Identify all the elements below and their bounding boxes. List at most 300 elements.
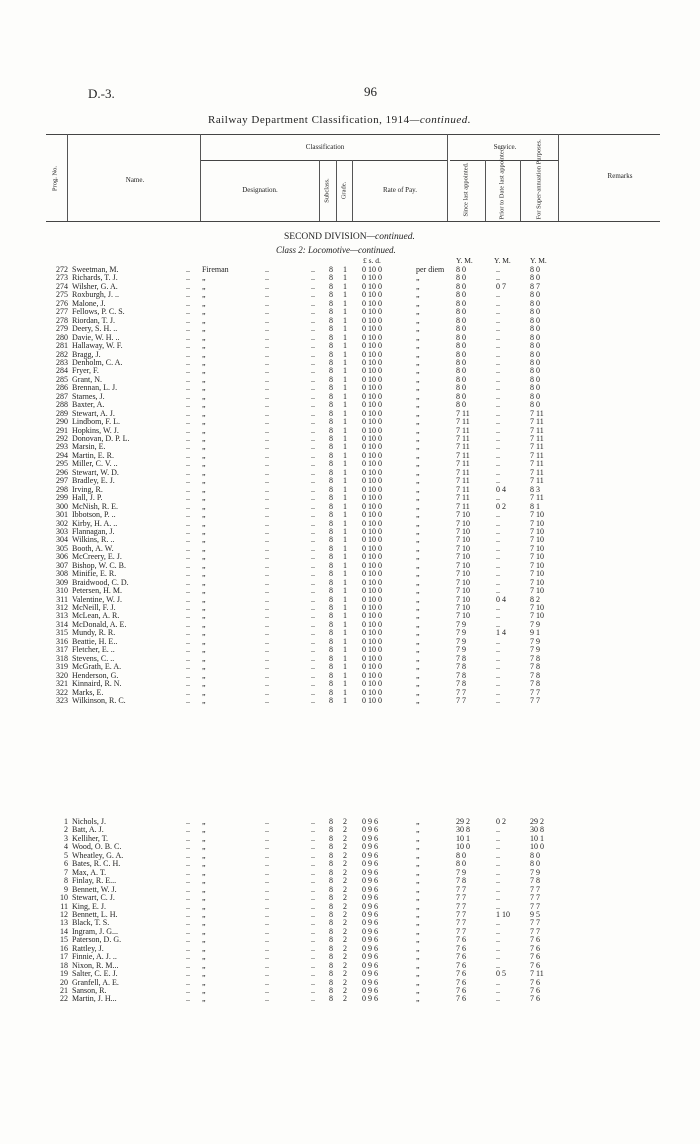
rate-unit-cell: „: [416, 450, 420, 460]
designation-cell: „: [202, 332, 206, 342]
name-cell: Deery, S. H. ..: [72, 324, 118, 334]
prior-to-cell: ..: [496, 833, 500, 843]
rate-cell: 0 10 0: [362, 341, 382, 351]
rate-cell: 0 10 0: [362, 349, 382, 359]
leader-dots: ..: [311, 969, 315, 979]
prior-to-cell: ..: [496, 842, 500, 852]
name-cell: Hall, J. P.: [72, 493, 103, 503]
designation-cell: „: [202, 884, 206, 894]
superannuation-cell: 7 11: [530, 417, 544, 427]
leader-dots: ..: [311, 977, 315, 987]
leader-dots: ..: [265, 884, 269, 894]
superannuation-cell: 7 11: [530, 425, 544, 435]
grade-cell: 1: [343, 265, 347, 274]
subclass-cell: 8: [329, 459, 333, 469]
title-text: Railway Department Classification, 1914: [208, 114, 410, 126]
name-cell: Irving, R.: [72, 484, 103, 494]
leader-dots: ..: [311, 901, 315, 911]
designation-cell: „: [202, 603, 206, 612]
name-cell: Wilkins, R. ..: [72, 535, 115, 545]
prog-no-cell: 314: [56, 619, 68, 629]
designation-cell: „: [202, 526, 206, 536]
leader-dots: ..: [265, 918, 269, 928]
leader-dots: ..: [186, 535, 190, 545]
designation-cell: „: [202, 825, 206, 835]
since-last-cell: 7 10: [456, 526, 470, 536]
designation-cell: „: [202, 543, 206, 553]
leader-dots: ..: [265, 510, 269, 520]
leader-dots: ..: [186, 281, 190, 291]
leader-dots: ..: [265, 324, 269, 334]
rate-unit-cell: „: [416, 926, 420, 936]
leader-dots: ..: [265, 281, 269, 291]
leader-dots: ..: [265, 341, 269, 351]
subclass-cell: 8: [329, 476, 333, 486]
rate-cell: 0 10 0: [362, 501, 382, 511]
rate-cell: 0 10 0: [362, 493, 382, 503]
leader-dots: ..: [186, 653, 190, 663]
designation-cell: „: [202, 324, 206, 334]
leader-dots: ..: [311, 876, 315, 886]
prior-to-cell: ..: [496, 324, 500, 334]
designation-cell: „: [202, 628, 206, 638]
leader-dots: ..: [265, 535, 269, 545]
leader-dots: ..: [311, 560, 315, 570]
since-last-cell: 7 8: [456, 876, 466, 886]
name-cell: Wood, O. B. C.: [72, 842, 122, 852]
superannuation-cell: 7 9: [530, 867, 540, 877]
name-cell: McCreery, E. J.: [72, 552, 122, 562]
leader-dots: ..: [265, 366, 269, 376]
subclass-cell: 8: [329, 543, 333, 553]
grade-cell: 2: [343, 859, 347, 869]
superannuation-cell: 8 0: [530, 383, 540, 393]
rate-unit-cell: „: [416, 442, 420, 452]
subclass-cell: 8: [329, 893, 333, 903]
grade-cell: 1: [343, 586, 347, 596]
subclass-cell: 8: [329, 960, 333, 970]
designation-cell: „: [202, 577, 206, 587]
prior-to-cell: ..: [496, 434, 500, 443]
grade-cell: 1: [343, 408, 347, 418]
name-cell: Henderson, G.: [72, 670, 119, 680]
leader-dots: ..: [186, 383, 190, 393]
name-cell: Valentine, W. J.: [72, 594, 122, 604]
since-last-cell: 8 0: [456, 324, 466, 334]
rate-unit-cell: „: [416, 290, 420, 300]
prog-no-cell: 3: [64, 833, 68, 843]
superannuation-cell: 9 1: [530, 628, 540, 638]
prog-no-cell: 12: [60, 909, 68, 919]
name-cell: Sweetman, M.: [72, 265, 119, 274]
leader-dots: ..: [311, 459, 315, 469]
superannuation-cell: 7 7: [530, 884, 540, 894]
prog-no-cell: 283: [56, 357, 68, 367]
since-last-cell: 7 6: [456, 994, 466, 1004]
prior-to-cell: ..: [496, 315, 500, 325]
prog-no-cell: 6: [64, 859, 68, 869]
prog-no-cell: 279: [56, 324, 68, 334]
leader-dots: ..: [311, 884, 315, 894]
grade-cell: 1: [343, 653, 347, 663]
subclass-cell: 8: [329, 298, 333, 308]
rate-cell: 0 9 6: [362, 850, 378, 860]
leader-dots: ..: [265, 476, 269, 486]
designation-cell: „: [202, 867, 206, 877]
prog-no-cell: 302: [56, 518, 68, 528]
superannuation-cell: 8 0: [530, 324, 540, 334]
leader-dots: ..: [311, 859, 315, 869]
rate-cell: 0 10 0: [362, 265, 382, 274]
rule: [447, 134, 448, 221]
superannuation-cell: 7 6: [530, 960, 540, 970]
superannuation-cell: 7 11: [530, 969, 544, 979]
rate-unit-cell: „: [416, 543, 420, 553]
rate-cell: 0 10 0: [362, 434, 382, 443]
prog-no-cell: 5: [64, 850, 68, 860]
name-cell: Riordan, T. J.: [72, 315, 116, 325]
name-cell: Stewart, W. D.: [72, 467, 119, 477]
leader-dots: ..: [265, 357, 269, 367]
subclass-cell: 8: [329, 850, 333, 860]
leader-dots: ..: [265, 400, 269, 410]
name-cell: Petersen, H. M.: [72, 586, 122, 596]
leader-dots: ..: [265, 619, 269, 629]
rate-cell: 0 9 6: [362, 901, 378, 911]
grade-cell: 2: [343, 935, 347, 945]
leader-dots: ..: [265, 332, 269, 342]
leader-dots: ..: [265, 315, 269, 325]
leader-dots: ..: [311, 526, 315, 536]
leader-dots: ..: [186, 893, 190, 903]
leader-dots: ..: [311, 391, 315, 401]
leader-dots: ..: [186, 926, 190, 936]
prior-to-cell: ..: [496, 662, 500, 672]
prior-to-cell: ..: [496, 636, 500, 646]
designation-cell: „: [202, 417, 206, 427]
prog-no-cell: 11: [60, 901, 68, 911]
rate-cell: 0 10 0: [362, 569, 382, 579]
table-row: [0, 697, 700, 705]
leader-dots: ..: [265, 679, 269, 689]
leader-dots: ..: [311, 552, 315, 562]
rate-unit-cell: „: [416, 817, 420, 826]
leader-dots: ..: [186, 986, 190, 995]
prior-to-cell: ..: [496, 341, 500, 351]
since-last-cell: 7 6: [456, 969, 466, 979]
name-cell: Martin, E. R.: [72, 450, 114, 460]
leader-dots: ..: [265, 518, 269, 528]
prog-no-cell: 13: [60, 918, 68, 928]
title-suffix: —continued.: [409, 114, 471, 126]
subclass-cell: 8: [329, 391, 333, 401]
prior-to-cell: ..: [496, 408, 500, 418]
since-last-cell: 7 9: [456, 619, 466, 629]
rate-unit-cell: „: [416, 977, 420, 987]
grade-cell: 1: [343, 324, 347, 334]
rate-cell: 0 9 6: [362, 817, 378, 826]
leader-dots: ..: [311, 628, 315, 638]
leader-dots: ..: [186, 501, 190, 511]
grade-cell: 2: [343, 876, 347, 886]
rate-cell: 0 10 0: [362, 417, 382, 427]
since-last-cell: 8 0: [456, 298, 466, 308]
prior-to-cell: ..: [496, 603, 500, 612]
leader-dots: ..: [186, 619, 190, 629]
name-cell: Flannagan, J.: [72, 526, 115, 536]
grade-cell: 1: [343, 526, 347, 536]
subclass-cell: 8: [329, 867, 333, 877]
header-grade: Grade.: [340, 181, 348, 200]
leader-dots: ..: [186, 884, 190, 894]
grade-cell: 1: [343, 425, 347, 435]
leader-dots: ..: [186, 679, 190, 689]
prog-no-cell: 1: [64, 817, 68, 826]
rate-unit-cell: „: [416, 493, 420, 503]
superannuation-cell: 8 3: [530, 484, 540, 494]
designation-cell: „: [202, 493, 206, 503]
subclass-cell: 8: [329, 425, 333, 435]
leader-dots: ..: [265, 695, 269, 705]
rule: [319, 160, 320, 221]
leader-dots: ..: [186, 560, 190, 570]
grade-cell: 1: [343, 391, 347, 401]
prog-no-cell: 319: [56, 662, 68, 672]
superannuation-cell: 8 0: [530, 265, 540, 274]
since-last-cell: 7 7: [456, 901, 466, 911]
rate-cell: 0 9 6: [362, 893, 378, 903]
prog-no-cell: 320: [56, 670, 68, 680]
prog-no-cell: 322: [56, 687, 68, 697]
superannuation-cell: 7 10: [530, 577, 544, 587]
designation-cell: „: [202, 986, 206, 995]
designation-cell: „: [202, 476, 206, 486]
grade-cell: 2: [343, 926, 347, 936]
prog-no-cell: 299: [56, 493, 68, 503]
designation-cell: „: [202, 290, 206, 300]
grade-cell: 1: [343, 611, 347, 621]
leader-dots: ..: [186, 867, 190, 877]
prog-no-cell: 317: [56, 645, 68, 655]
rate-cell: 0 10 0: [362, 400, 382, 410]
rate-unit-cell: „: [416, 383, 420, 393]
designation-cell: „: [202, 315, 206, 325]
superannuation-cell: 8 0: [530, 850, 540, 860]
superannuation-cell: 7 6: [530, 994, 540, 1004]
rate-unit-cell: „: [416, 960, 420, 970]
leader-dots: ..: [186, 833, 190, 843]
leader-dots: ..: [265, 552, 269, 562]
designation-cell: „: [202, 977, 206, 987]
prior-to-cell: ..: [496, 442, 500, 452]
grade-cell: 1: [343, 307, 347, 317]
prior-to-cell: ..: [496, 679, 500, 689]
rate-unit-cell: „: [416, 935, 420, 945]
leader-dots: ..: [265, 603, 269, 612]
rate-cell: 0 10 0: [362, 611, 382, 621]
leader-dots: ..: [186, 935, 190, 945]
rate-cell: 0 9 6: [362, 952, 378, 962]
since-last-cell: 7 9: [456, 636, 466, 646]
name-cell: Paterson, D. G.: [72, 935, 122, 945]
leader-dots: ..: [186, 357, 190, 367]
rate-unit-cell: „: [416, 909, 420, 919]
superannuation-cell: 7 7: [530, 926, 540, 936]
leader-dots: ..: [265, 493, 269, 503]
prog-no-cell: 9: [64, 884, 68, 894]
prior-to-cell: 1 4: [496, 628, 506, 638]
leader-dots: ..: [265, 560, 269, 570]
leader-dots: ..: [265, 628, 269, 638]
rate-cell: 0 9 6: [362, 994, 378, 1004]
leader-dots: ..: [186, 909, 190, 919]
rate-unit-cell: „: [416, 434, 420, 443]
designation-cell: „: [202, 859, 206, 869]
leader-dots: ..: [265, 467, 269, 477]
leader-dots: ..: [311, 400, 315, 410]
name-cell: Roxburgh, J. ..: [72, 290, 119, 300]
designation-cell: „: [202, 349, 206, 359]
leader-dots: ..: [186, 901, 190, 911]
leader-dots: ..: [186, 611, 190, 621]
leader-dots: ..: [311, 510, 315, 520]
name-cell: Fellows, P. C. S.: [72, 307, 125, 317]
superannuation-cell: 7 9: [530, 636, 540, 646]
grade-cell: 1: [343, 484, 347, 494]
designation-cell: „: [202, 586, 206, 596]
rate-cell: 0 9 6: [362, 833, 378, 843]
grade-cell: 1: [343, 560, 347, 570]
prog-no-cell: 2: [64, 825, 68, 835]
rule: [46, 221, 660, 222]
designation-cell: „: [202, 969, 206, 979]
grade-cell: 1: [343, 594, 347, 604]
leader-dots: ..: [186, 943, 190, 953]
unit-super: Y. M.: [530, 256, 547, 265]
superannuation-cell: 8 0: [530, 391, 540, 401]
grade-cell: 1: [343, 628, 347, 638]
grade-cell: 2: [343, 994, 347, 1004]
rate-unit-cell: „: [416, 884, 420, 894]
subclass-cell: 8: [329, 400, 333, 410]
name-cell: Lindbom, F. L.: [72, 417, 121, 427]
header-subclass: Subclass.: [323, 178, 331, 203]
leader-dots: ..: [311, 850, 315, 860]
prog-no-cell: 284: [56, 366, 68, 376]
prog-no-cell: 19: [60, 969, 68, 979]
prog-no-cell: 278: [56, 315, 68, 325]
rate-unit-cell: „: [416, 476, 420, 486]
prog-no-cell: 306: [56, 552, 68, 562]
leader-dots: ..: [265, 893, 269, 903]
since-last-cell: 7 6: [456, 960, 466, 970]
superannuation-cell: 7 8: [530, 670, 540, 680]
superannuation-cell: 9 5: [530, 909, 540, 919]
since-last-cell: 7 10: [456, 611, 470, 621]
rate-cell: 0 10 0: [362, 374, 382, 384]
prior-to-cell: ..: [496, 493, 500, 503]
page-title: [208, 114, 471, 126]
superannuation-cell: 7 10: [530, 543, 544, 553]
subclass-cell: 8: [329, 901, 333, 911]
subclass-cell: 8: [329, 943, 333, 953]
leader-dots: ..: [265, 298, 269, 308]
subclass-cell: 8: [329, 628, 333, 638]
leader-dots: ..: [186, 408, 190, 418]
leader-dots: ..: [186, 434, 190, 443]
superannuation-cell: 7 8: [530, 876, 540, 886]
rate-unit-cell: „: [416, 298, 420, 308]
leader-dots: ..: [186, 484, 190, 494]
prog-no-cell: 7: [64, 867, 68, 877]
leader-dots: ..: [311, 332, 315, 342]
grade-cell: 1: [343, 450, 347, 460]
rate-unit-cell: „: [416, 662, 420, 672]
rate-cell: 0 10 0: [362, 366, 382, 376]
leader-dots: ..: [311, 935, 315, 945]
prior-to-cell: ..: [496, 893, 500, 903]
prog-no-cell: 309: [56, 577, 68, 587]
prior-to-cell: ..: [496, 850, 500, 860]
leader-dots: ..: [186, 645, 190, 655]
grade-cell: 1: [343, 645, 347, 655]
rate-cell: 0 9 6: [362, 986, 378, 995]
rate-cell: 0 9 6: [362, 876, 378, 886]
subclass-cell: 8: [329, 501, 333, 511]
prior-to-cell: 0 4: [496, 484, 506, 494]
grade-cell: 1: [343, 467, 347, 477]
table-row: [0, 486, 700, 494]
name-cell: Martin, J. H...: [72, 994, 117, 1004]
class-heading: Class 2: Locomotive—continued.: [276, 245, 396, 255]
designation-cell: „: [202, 408, 206, 418]
header-since-last: Since last appointed.: [462, 162, 470, 217]
rate-cell: 0 10 0: [362, 518, 382, 528]
since-last-cell: 7 10: [456, 518, 470, 528]
subclass-cell: 8: [329, 535, 333, 545]
prior-to-cell: ..: [496, 611, 500, 621]
name-cell: Black, T. S.: [72, 918, 110, 928]
since-last-cell: 7 7: [456, 884, 466, 894]
designation-cell: „: [202, 909, 206, 919]
name-cell: Hopkins, W. J.: [72, 425, 119, 435]
superannuation-cell: 7 10: [530, 510, 544, 520]
rate-unit-cell: „: [416, 670, 420, 680]
rate-cell: 0 10 0: [362, 662, 382, 672]
prog-no-cell: 21: [60, 986, 68, 995]
grade-cell: 2: [343, 817, 347, 826]
prog-no-cell: 290: [56, 417, 68, 427]
designation-cell: „: [202, 662, 206, 672]
designation-cell: „: [202, 636, 206, 646]
prior-to-cell: ..: [496, 298, 500, 308]
rate-unit-cell: „: [416, 459, 420, 469]
superannuation-cell: 8 0: [530, 374, 540, 384]
leader-dots: ..: [311, 434, 315, 443]
since-last-cell: 7 9: [456, 628, 466, 638]
leader-dots: ..: [265, 408, 269, 418]
header-prog-no: Prog. No.: [51, 165, 59, 192]
rate-unit-cell: „: [416, 400, 420, 410]
grade-cell: 2: [343, 842, 347, 852]
prog-no-cell: 273: [56, 273, 68, 283]
designation-cell: „: [202, 366, 206, 376]
rate-unit-cell: „: [416, 833, 420, 843]
superannuation-cell: 8 0: [530, 349, 540, 359]
subclass-cell: 8: [329, 450, 333, 460]
designation-cell: „: [202, 594, 206, 604]
rate-unit-cell: „: [416, 273, 420, 283]
